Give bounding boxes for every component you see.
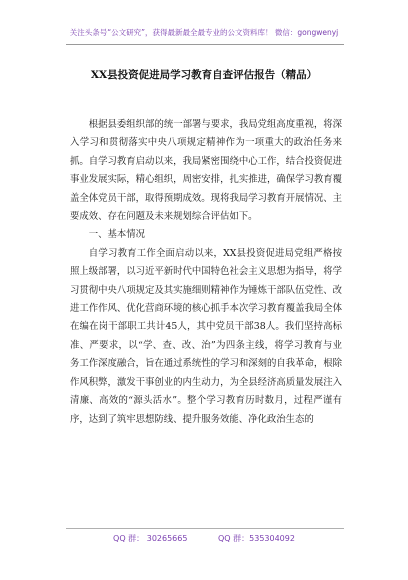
footer-divider	[66, 528, 344, 529]
qq-group-1: QQ 群： 30265665	[113, 534, 188, 543]
intro-paragraph: 根据县委组织部的统一部署与要求，我局党组高度重视，将深入学习和贯彻落实中央八项规定精神作为一项重大的政治任务来抓。自学习教育启动以来，我局紧密围绕中心工作，结合投资促进事业发展实际，精心组织，周密安排，扎实推进，确保学习教育覆盖全体党员干部，取得预期成效。现将我局学习教育开展情况、主要成效、存在问题及未来规划综合评估如下。	[70, 119, 342, 223]
section-paragraph: 自学习教育工作全面启动以来，XX县投资促进局党组严格按照上级部署，以习近平新时代中国特色社会主义思想为指导，将学习贯彻中央八项规定及其实施细则精神作为锤炼干部队伍党性、改进工作作风、优化营商环境的核心抓手本次学习教育覆盖我局全体在编在岗干部职工共计45人，其中党员干部38人。我们坚持高标准、严要求，以“学、查、改、治”为四条主线，将学习教育与业务工作深度融合，旨在通过系统性的学习和深刻的自我革命，根除作风积弊，激发干事创业的内生动力，为全县经济高质量发展注入清廉、高效的“源头活水”。整个学习教育历时数月，过程严谨有序，达到了筑牢思想防线、提升服务效能、净化政治生态的	[70, 247, 342, 425]
header-divider	[66, 44, 344, 45]
section-heading: 一、基本情况	[88, 229, 146, 241]
document-body	[70, 116, 342, 429]
qq-group-2: QQ 群：535304092	[218, 534, 295, 543]
footer-contacts	[0, 533, 408, 544]
document-title: XX县投资促进局学习教育自查评估报告（精品）	[90, 69, 318, 81]
header-banner: 关注头条号“公文研究”，获得最新最全最专业的公文资料库！ 微信：gongwenyj	[69, 28, 339, 37]
